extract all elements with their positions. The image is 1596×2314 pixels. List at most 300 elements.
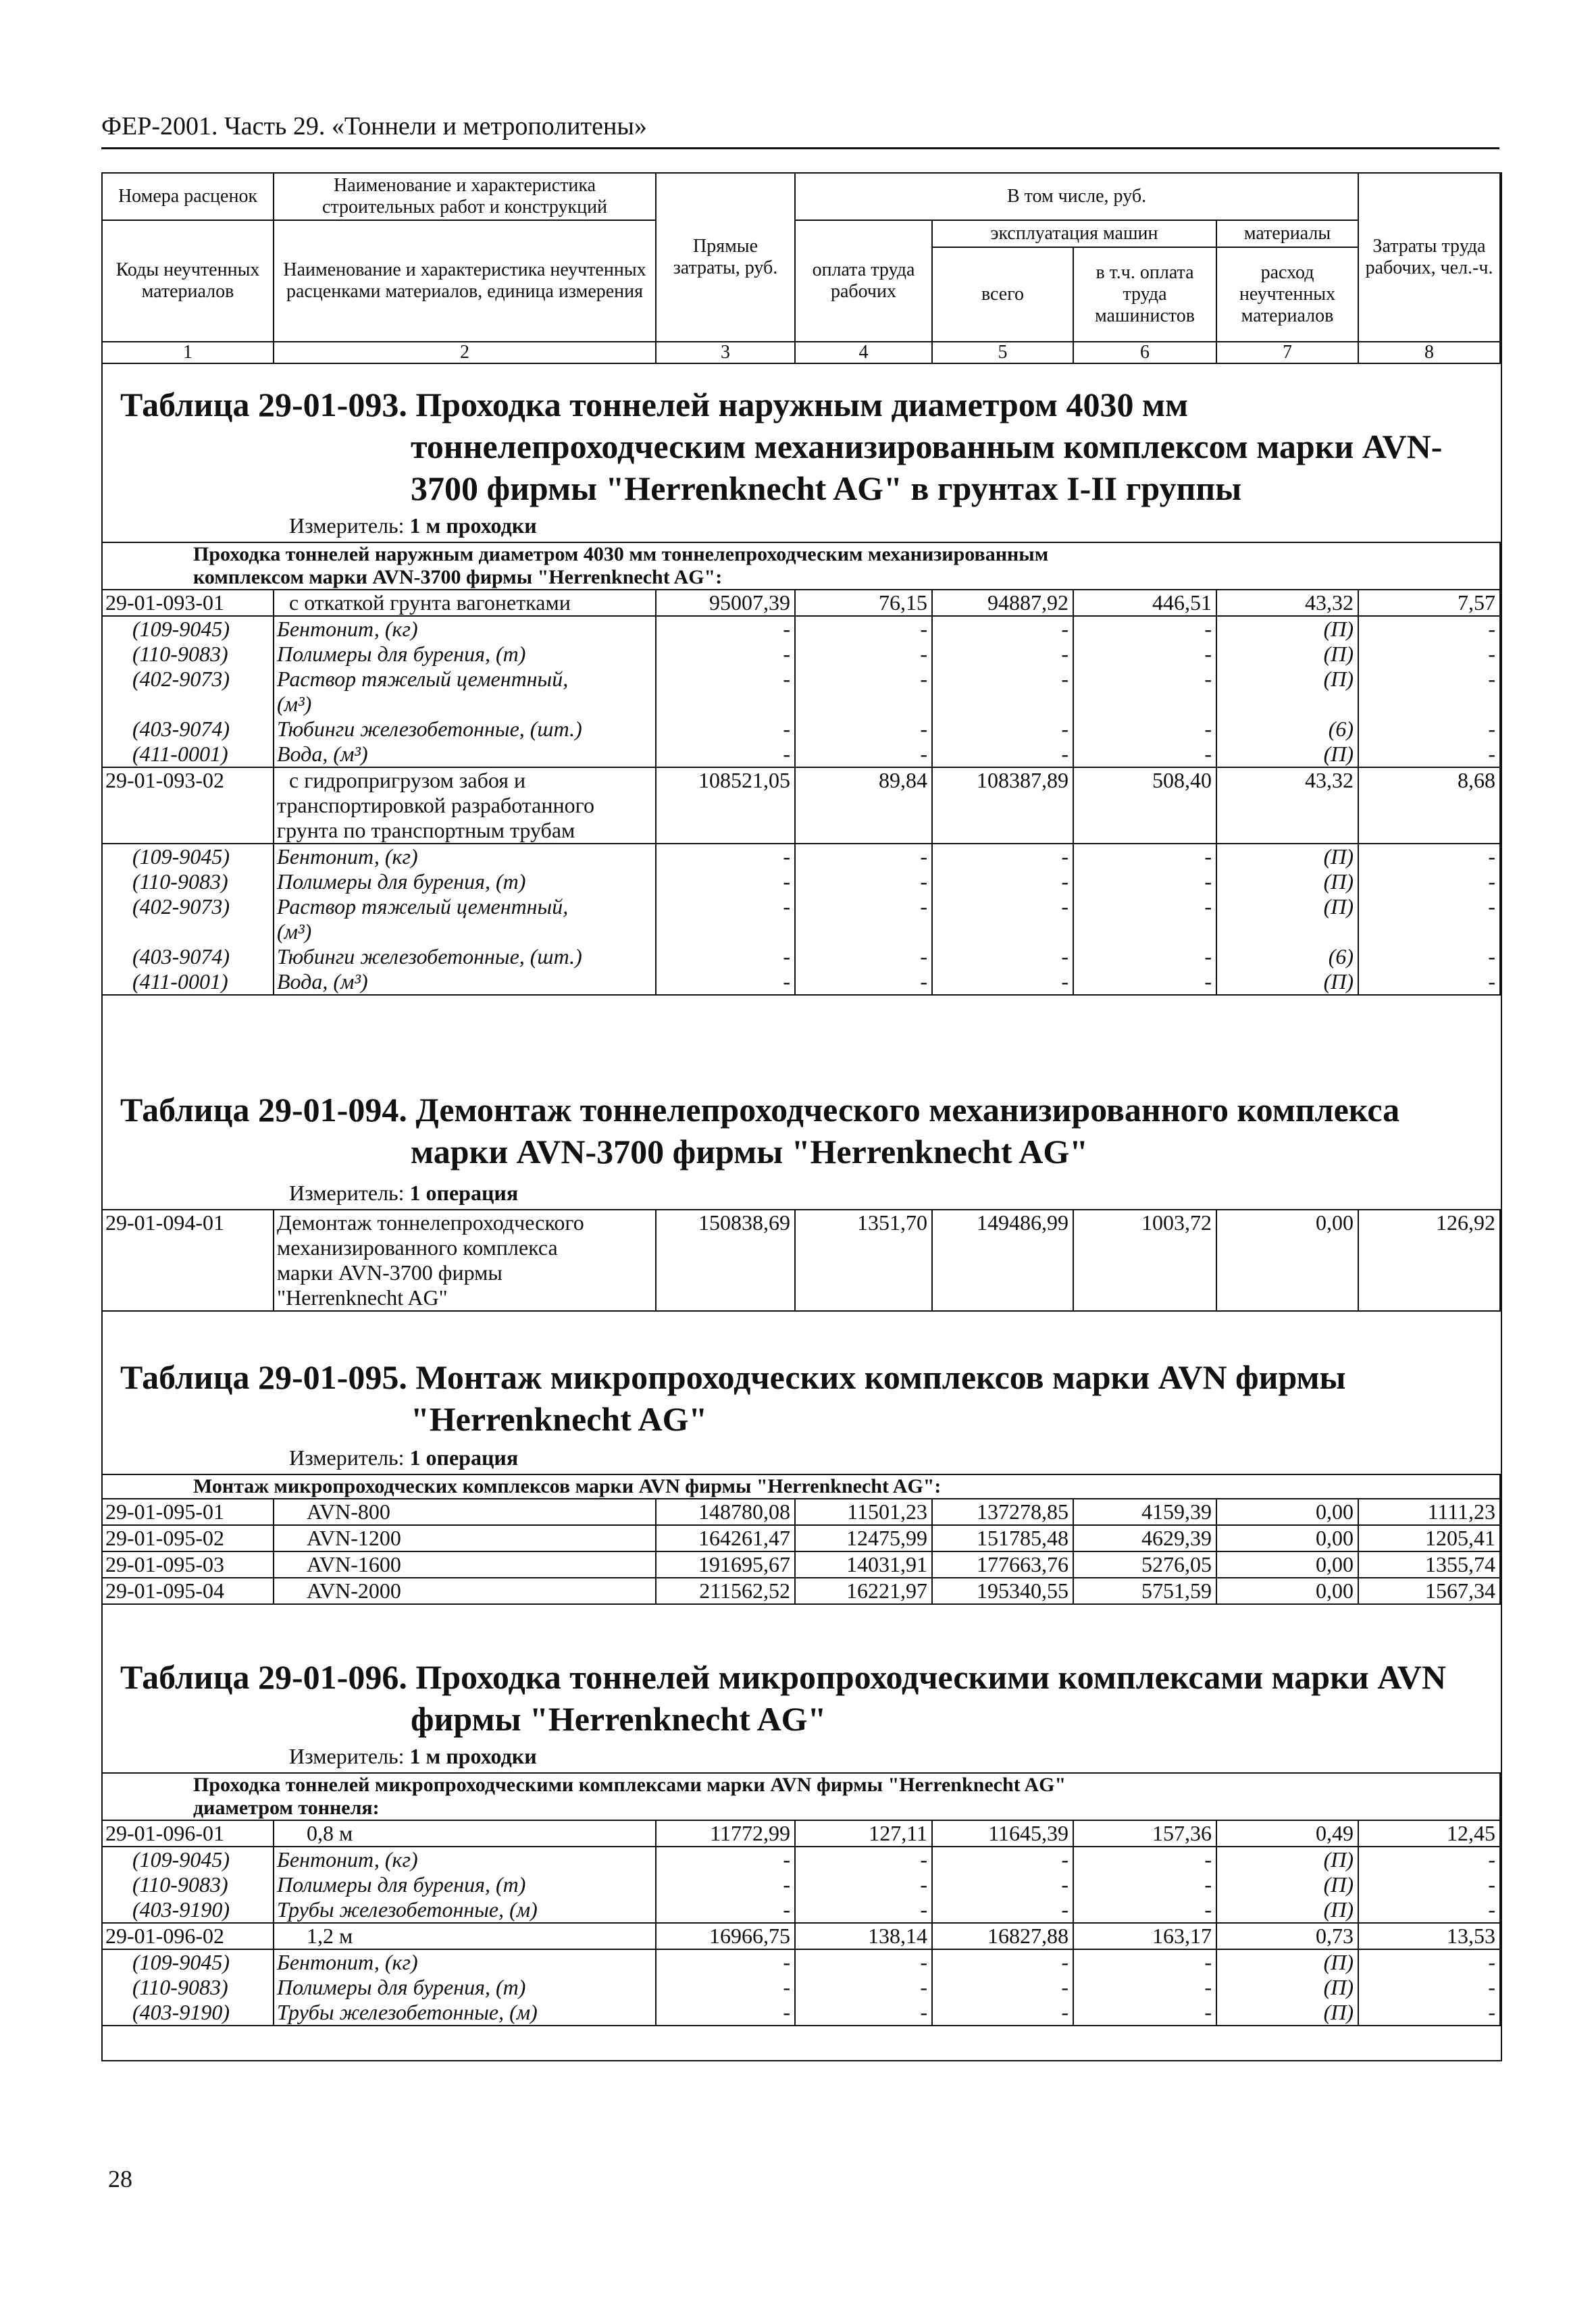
title-line: марки AVN-3700 фирмы "Herrenknecht AG" bbox=[411, 1133, 1089, 1171]
table-row bbox=[102, 767, 1500, 844]
direct-costs: 108521,05 bbox=[656, 767, 795, 844]
table-row bbox=[102, 1578, 1500, 1604]
col-num: 2 bbox=[274, 342, 656, 363]
col-num: 1 bbox=[102, 342, 274, 363]
table-095-title bbox=[120, 1356, 1346, 1440]
material-name bbox=[274, 667, 656, 717]
machines-total: 108387,89 bbox=[932, 767, 1073, 844]
material-code: (403-9074) bbox=[102, 717, 274, 742]
material-name: Трубы железобетонные, (м) bbox=[274, 1897, 656, 1923]
material-row bbox=[102, 1949, 1500, 1975]
table-095 bbox=[101, 1474, 1501, 1605]
machines-total: 177663,76 bbox=[932, 1551, 1073, 1578]
dash: - bbox=[932, 844, 1073, 869]
table-093-title bbox=[120, 384, 1442, 509]
material-qty: (П) bbox=[1216, 742, 1358, 767]
running-header: ФЕР-2001. Часть 29. «Тоннели и метрополитены» bbox=[101, 112, 647, 140]
material-qty: (П) bbox=[1216, 642, 1358, 667]
operator-wages: 1003,72 bbox=[1073, 1210, 1216, 1311]
materials: 0,00 bbox=[1216, 1551, 1358, 1578]
material-name-line: Раствор тяжелый цементный, bbox=[277, 667, 569, 691]
dash: - bbox=[795, 1847, 932, 1872]
material-row bbox=[102, 1897, 1500, 1923]
dash: - bbox=[1358, 717, 1500, 742]
dash: - bbox=[1358, 869, 1500, 894]
labor-hours: 126,92 bbox=[1358, 1210, 1500, 1311]
dash: - bbox=[1358, 667, 1500, 717]
dash: - bbox=[932, 616, 1073, 642]
rate-name bbox=[274, 590, 656, 616]
worker-wages: 89,84 bbox=[795, 767, 932, 844]
materials: 0,00 bbox=[1216, 1210, 1358, 1311]
dash: - bbox=[932, 717, 1073, 742]
material-name: Бентонит, (кг) bbox=[274, 1949, 656, 1975]
group-header-line: комплексом марки AVN-3700 фирмы "Herrenknecht AG": bbox=[193, 566, 723, 588]
dash: - bbox=[1073, 667, 1216, 717]
col-num: 8 bbox=[1358, 342, 1500, 363]
col2-top: Наименование и характеристика строительных работ и конструкций bbox=[274, 173, 656, 220]
rate-code: 29-01-095-02 bbox=[102, 1525, 274, 1551]
material-row bbox=[102, 944, 1500, 969]
col1-top: Номера расценок bbox=[102, 173, 274, 220]
rate-name-line: транспортировкой разработанного bbox=[277, 793, 594, 817]
dash: - bbox=[656, 1872, 795, 1897]
material-code: (403-9190) bbox=[102, 2000, 274, 2026]
material-row bbox=[102, 869, 1500, 894]
dash: - bbox=[1358, 1847, 1500, 1872]
operator-wages: 163,17 bbox=[1073, 1923, 1216, 1949]
material-qty: (П) bbox=[1216, 616, 1358, 642]
material-row bbox=[102, 642, 1500, 667]
material-qty: (П) bbox=[1216, 2000, 1358, 2026]
dash: - bbox=[656, 1897, 795, 1923]
dash: - bbox=[1073, 969, 1216, 995]
dash: - bbox=[656, 1975, 795, 2000]
material-qty: (П) bbox=[1216, 1847, 1358, 1872]
dash: - bbox=[795, 869, 932, 894]
material-code: (109-9045) bbox=[102, 844, 274, 869]
worker-wages: 11501,23 bbox=[795, 1499, 932, 1525]
col-num: 4 bbox=[795, 342, 932, 363]
table-094-title bbox=[120, 1089, 1399, 1173]
machines-total: 94887,92 bbox=[932, 590, 1073, 616]
dash: - bbox=[1073, 742, 1216, 767]
dash: - bbox=[656, 1949, 795, 1975]
dash: - bbox=[1073, 944, 1216, 969]
group-machines: эксплуатация машин bbox=[932, 220, 1216, 247]
rate-name-line: с гидропригрузом забоя и bbox=[289, 768, 526, 792]
material-qty: (П) bbox=[1216, 1949, 1358, 1975]
material-qty: (П) bbox=[1216, 667, 1358, 717]
rate-code: 29-01-096-01 bbox=[102, 1820, 274, 1847]
dash: - bbox=[932, 642, 1073, 667]
dash: - bbox=[795, 717, 932, 742]
rate-name-text: 0,8 м bbox=[307, 1821, 353, 1845]
dash: - bbox=[1073, 1847, 1216, 1872]
operator-wages: 5751,59 bbox=[1073, 1578, 1216, 1604]
table-096-title bbox=[120, 1656, 1446, 1740]
dash: - bbox=[795, 1872, 932, 1897]
col-num: 5 bbox=[932, 342, 1073, 363]
dash: - bbox=[932, 1949, 1073, 1975]
materials: 43,32 bbox=[1216, 590, 1358, 616]
material-name: Бентонит, (кг) bbox=[274, 616, 656, 642]
dash: - bbox=[1358, 1897, 1500, 1923]
table-row bbox=[102, 1923, 1500, 1949]
dash: - bbox=[656, 969, 795, 995]
rate-code: 29-01-095-03 bbox=[102, 1551, 274, 1578]
machines-total: 151785,48 bbox=[932, 1525, 1073, 1551]
material-row bbox=[102, 717, 1500, 742]
dash: - bbox=[656, 717, 795, 742]
rate-code: 29-01-093-02 bbox=[102, 767, 274, 844]
rate-name-line: марки AVN-3700 фирмы bbox=[277, 1260, 503, 1285]
labor-hours: 8,68 bbox=[1358, 767, 1500, 844]
rate-name bbox=[274, 1551, 656, 1578]
rate-name bbox=[274, 1499, 656, 1525]
dash: - bbox=[1073, 844, 1216, 869]
table-093 bbox=[101, 542, 1501, 996]
direct-costs: 16966,75 bbox=[656, 1923, 795, 1949]
measure-value: 1 м проходки bbox=[409, 513, 537, 538]
material-code: (403-9074) bbox=[102, 944, 274, 969]
dash: - bbox=[795, 642, 932, 667]
group-header bbox=[102, 542, 1500, 590]
table-row bbox=[102, 1499, 1500, 1525]
rate-name-line: грунта по транспортным трубам bbox=[277, 818, 575, 842]
rate-name bbox=[274, 1923, 656, 1949]
dash: - bbox=[1073, 616, 1216, 642]
material-code: (109-9045) bbox=[102, 1847, 274, 1872]
material-code: (110-9083) bbox=[102, 1975, 274, 2000]
material-name: Полимеры для бурения, (т) bbox=[274, 642, 656, 667]
material-name: Вода, (м³) bbox=[274, 969, 656, 995]
dash: - bbox=[656, 894, 795, 944]
machines-total: 11645,39 bbox=[932, 1820, 1073, 1847]
title-line: Таблица 29-01-095. Монтаж микропроходческих комплексов марки AVN фирмы bbox=[120, 1358, 1346, 1396]
material-name: Бентонит, (кг) bbox=[274, 844, 656, 869]
worker-wages: 12475,99 bbox=[795, 1525, 932, 1551]
group-header-line: Монтаж микропроходческих комплексов марки AVN фирмы "Herrenknecht AG": bbox=[193, 1475, 942, 1497]
dash: - bbox=[656, 869, 795, 894]
dash: - bbox=[795, 844, 932, 869]
measure-value: 1 операция bbox=[409, 1181, 519, 1205]
rate-name-line: механизированного комплекса bbox=[277, 1235, 558, 1260]
material-row bbox=[102, 969, 1500, 995]
group-header-line: диаметром тоннеля: bbox=[193, 1797, 380, 1819]
group-header-line: Проходка тоннелей микропроходческими комплексами марки AVN фирмы "Herrenknecht AG" bbox=[193, 1774, 1066, 1796]
operator-wages: 5276,05 bbox=[1073, 1551, 1216, 1578]
col3-direct-costs: Прямые затраты, руб. bbox=[656, 173, 795, 342]
material-row bbox=[102, 1975, 1500, 2000]
dash: - bbox=[656, 944, 795, 969]
dash: - bbox=[795, 1949, 932, 1975]
page-number: 28 bbox=[108, 2165, 132, 2192]
material-qty: (П) bbox=[1216, 1872, 1358, 1897]
title-line: "Herrenknecht AG" bbox=[411, 1400, 708, 1438]
measure-label: Измеритель: bbox=[289, 513, 405, 538]
dash: - bbox=[1358, 1872, 1500, 1897]
dash: - bbox=[795, 894, 932, 944]
rate-name bbox=[274, 1525, 656, 1551]
worker-wages: 1351,70 bbox=[795, 1210, 932, 1311]
dash: - bbox=[1358, 894, 1500, 944]
material-qty: (6) bbox=[1216, 717, 1358, 742]
dash: - bbox=[932, 944, 1073, 969]
dash: - bbox=[932, 894, 1073, 944]
dash: - bbox=[1073, 2000, 1216, 2026]
dash: - bbox=[1358, 1975, 1500, 2000]
header-rule bbox=[101, 147, 1499, 149]
dash: - bbox=[656, 742, 795, 767]
dash: - bbox=[1358, 742, 1500, 767]
material-code: (411-0001) bbox=[102, 969, 274, 995]
title-line: Таблица 29-01-096. Проходка тоннелей микропроходческими комплексами марки AVN bbox=[120, 1658, 1447, 1696]
rate-name bbox=[274, 1578, 656, 1604]
worker-wages: 76,15 bbox=[795, 590, 932, 616]
dash: - bbox=[1358, 642, 1500, 667]
direct-costs: 95007,39 bbox=[656, 590, 795, 616]
material-name: Тюбинги железобетонные, (шт.) bbox=[274, 717, 656, 742]
rate-code: 29-01-095-01 bbox=[102, 1499, 274, 1525]
operator-wages: 508,40 bbox=[1073, 767, 1216, 844]
material-name: Трубы железобетонные, (м) bbox=[274, 2000, 656, 2026]
dash: - bbox=[1073, 1872, 1216, 1897]
group-header bbox=[102, 1773, 1500, 1820]
rate-name-text: AVN-1600 bbox=[307, 1552, 401, 1576]
machines-total: 16827,88 bbox=[932, 1923, 1073, 1949]
dash: - bbox=[1358, 1949, 1500, 1975]
dash: - bbox=[656, 667, 795, 717]
col6-operators: в т.ч. оплата труда машинистов bbox=[1073, 247, 1216, 342]
dash: - bbox=[1073, 1949, 1216, 1975]
material-code: (110-9083) bbox=[102, 1872, 274, 1897]
title-line: Таблица 29-01-093. Проходка тоннелей наружным диаметром 4030 мм bbox=[120, 386, 1189, 423]
dash: - bbox=[932, 1847, 1073, 1872]
dash: - bbox=[1073, 717, 1216, 742]
machines-total: 137278,85 bbox=[932, 1499, 1073, 1525]
labor-hours: 1111,23 bbox=[1358, 1499, 1500, 1525]
material-code: (402-9073) bbox=[102, 894, 274, 944]
material-name: Вода, (м³) bbox=[274, 742, 656, 767]
material-row bbox=[102, 742, 1500, 767]
material-name-line: (м³) bbox=[277, 692, 312, 716]
material-qty: (П) bbox=[1216, 1897, 1358, 1923]
labor-hours: 12,45 bbox=[1358, 1820, 1500, 1847]
col-num: 7 bbox=[1216, 342, 1358, 363]
rate-name-line: "Herrenknecht AG" bbox=[277, 1285, 448, 1310]
rate-name bbox=[274, 767, 656, 844]
group-header bbox=[102, 1474, 1500, 1499]
machines-total: 195340,55 bbox=[932, 1578, 1073, 1604]
material-name: Полимеры для бурения, (т) bbox=[274, 869, 656, 894]
col5-total: всего bbox=[932, 247, 1073, 342]
measure-095 bbox=[289, 1445, 518, 1470]
direct-costs: 211562,52 bbox=[656, 1578, 795, 1604]
operator-wages: 157,36 bbox=[1073, 1820, 1216, 1847]
col4-wages: оплата труда рабочих bbox=[795, 220, 932, 342]
dash: - bbox=[795, 742, 932, 767]
table-row bbox=[102, 590, 1500, 616]
rate-name bbox=[274, 1210, 656, 1311]
worker-wages: 127,11 bbox=[795, 1820, 932, 1847]
worker-wages: 16221,97 bbox=[795, 1578, 932, 1604]
dash: - bbox=[795, 1975, 932, 2000]
worker-wages: 14031,91 bbox=[795, 1551, 932, 1578]
material-row bbox=[102, 894, 1500, 944]
material-qty: (П) bbox=[1216, 1975, 1358, 2000]
measure-093 bbox=[289, 513, 537, 538]
column-header bbox=[101, 172, 1501, 364]
material-name-line: Раствор тяжелый цементный, bbox=[277, 894, 569, 919]
table-096 bbox=[101, 1772, 1501, 2026]
table-row bbox=[102, 1551, 1500, 1578]
material-row bbox=[102, 844, 1500, 869]
table-row bbox=[102, 1525, 1500, 1551]
col-num: 3 bbox=[656, 342, 795, 363]
materials: 0,00 bbox=[1216, 1499, 1358, 1525]
table-row bbox=[102, 1210, 1500, 1311]
measure-094 bbox=[289, 1181, 518, 1206]
materials: 0,00 bbox=[1216, 1525, 1358, 1551]
dash: - bbox=[932, 742, 1073, 767]
direct-costs: 148780,08 bbox=[656, 1499, 795, 1525]
machines-total: 149486,99 bbox=[932, 1210, 1073, 1311]
dash: - bbox=[656, 616, 795, 642]
labor-hours: 13,53 bbox=[1358, 1923, 1500, 1949]
title-line: тоннелепроходческим механизированным комплексом марки AVN- bbox=[411, 428, 1443, 465]
material-qty: (П) bbox=[1216, 869, 1358, 894]
dash: - bbox=[932, 969, 1073, 995]
material-name-line: (м³) bbox=[277, 919, 312, 944]
material-code: (402-9073) bbox=[102, 667, 274, 717]
material-name bbox=[274, 894, 656, 944]
material-name: Бентонит, (кг) bbox=[274, 1847, 656, 1872]
col1-bottom: Коды неучтенных материалов bbox=[102, 220, 274, 342]
operator-wages: 446,51 bbox=[1073, 590, 1216, 616]
rate-code: 29-01-093-01 bbox=[102, 590, 274, 616]
direct-costs: 191695,67 bbox=[656, 1551, 795, 1578]
dash: - bbox=[1358, 616, 1500, 642]
dash: - bbox=[1358, 2000, 1500, 2026]
group-materials: материалы bbox=[1216, 220, 1358, 247]
material-row bbox=[102, 2000, 1500, 2026]
materials: 0,49 bbox=[1216, 1820, 1358, 1847]
dash: - bbox=[1073, 642, 1216, 667]
material-row bbox=[102, 616, 1500, 642]
material-qty: (П) bbox=[1216, 894, 1358, 944]
dash: - bbox=[1073, 1897, 1216, 1923]
material-name: Полимеры для бурения, (т) bbox=[274, 1975, 656, 2000]
materials: 0,00 bbox=[1216, 1578, 1358, 1604]
dash: - bbox=[1073, 869, 1216, 894]
col-num: 6 bbox=[1073, 342, 1216, 363]
material-code: (109-9045) bbox=[102, 616, 274, 642]
rate-name-text: AVN-800 bbox=[307, 1499, 390, 1524]
material-code: (403-9190) bbox=[102, 1897, 274, 1923]
rate-name-text: с откаткой грунта вагонетками bbox=[289, 590, 571, 615]
direct-costs: 150838,69 bbox=[656, 1210, 795, 1311]
operator-wages: 4629,39 bbox=[1073, 1525, 1216, 1551]
dash: - bbox=[795, 1897, 932, 1923]
materials: 0,73 bbox=[1216, 1923, 1358, 1949]
title-line: 3700 фирмы "Herrenknecht AG" в грунтах I-II группы bbox=[411, 469, 1242, 507]
material-code: (110-9083) bbox=[102, 642, 274, 667]
measure-label: Измеритель: bbox=[289, 1445, 405, 1470]
material-code: (411-0001) bbox=[102, 742, 274, 767]
dash: - bbox=[795, 969, 932, 995]
rate-code: 29-01-094-01 bbox=[102, 1210, 274, 1311]
dash: - bbox=[932, 2000, 1073, 2026]
rate-code: 29-01-095-04 bbox=[102, 1578, 274, 1604]
dash: - bbox=[1073, 894, 1216, 944]
dash: - bbox=[1358, 969, 1500, 995]
labor-hours: 1355,74 bbox=[1358, 1551, 1500, 1578]
dash: - bbox=[1358, 844, 1500, 869]
material-qty: (6) bbox=[1216, 944, 1358, 969]
labor-hours: 1567,34 bbox=[1358, 1578, 1500, 1604]
material-row bbox=[102, 1847, 1500, 1872]
dash: - bbox=[1358, 944, 1500, 969]
labor-hours: 7,57 bbox=[1358, 590, 1500, 616]
group-incl: В том числе, руб. bbox=[795, 173, 1358, 220]
dash: - bbox=[795, 616, 932, 642]
measure-value: 1 м проходки bbox=[409, 1744, 537, 1768]
direct-costs: 11772,99 bbox=[656, 1820, 795, 1847]
material-qty: (П) bbox=[1216, 844, 1358, 869]
material-code: (109-9045) bbox=[102, 1949, 274, 1975]
material-name: Тюбинги железобетонные, (шт.) bbox=[274, 944, 656, 969]
dash: - bbox=[932, 1897, 1073, 1923]
material-name: Полимеры для бурения, (т) bbox=[274, 1872, 656, 1897]
rate-name bbox=[274, 1820, 656, 1847]
measure-label: Измеритель: bbox=[289, 1744, 405, 1768]
dash: - bbox=[932, 1872, 1073, 1897]
worker-wages: 138,14 bbox=[795, 1923, 932, 1949]
col2-bottom: Наименование и характеристика неучтенных расценками материалов, единица измерения bbox=[274, 220, 656, 342]
title-line: Таблица 29-01-094. Демонтаж тоннелепроходческого механизированного комплекса bbox=[120, 1091, 1400, 1129]
rate-name-line: Демонтаж тоннелепроходческого bbox=[277, 1210, 584, 1235]
group-header-line: Проходка тоннелей наружным диаметром 4030 мм тоннелепроходческим механизированным bbox=[193, 543, 1049, 565]
materials: 43,32 bbox=[1216, 767, 1358, 844]
dash: - bbox=[795, 2000, 932, 2026]
dash: - bbox=[1073, 1975, 1216, 2000]
labor-hours: 1205,41 bbox=[1358, 1525, 1500, 1551]
rate-name-text: AVN-1200 bbox=[307, 1526, 401, 1550]
material-code: (110-9083) bbox=[102, 869, 274, 894]
title-line: фирмы "Herrenknecht AG" bbox=[411, 1700, 827, 1738]
rate-code: 29-01-096-02 bbox=[102, 1923, 274, 1949]
dash: - bbox=[656, 2000, 795, 2026]
dash: - bbox=[795, 667, 932, 717]
dash: - bbox=[656, 642, 795, 667]
table-094 bbox=[101, 1209, 1501, 1312]
direct-costs: 164261,47 bbox=[656, 1525, 795, 1551]
operator-wages: 4159,39 bbox=[1073, 1499, 1216, 1525]
measure-096 bbox=[289, 1744, 537, 1769]
dash: - bbox=[932, 869, 1073, 894]
rate-name-text: 1,2 м bbox=[307, 1924, 353, 1948]
dash: - bbox=[932, 1975, 1073, 2000]
material-qty: (П) bbox=[1216, 969, 1358, 995]
table-row bbox=[102, 1820, 1500, 1847]
material-row bbox=[102, 667, 1500, 717]
col7-materials: расход неучтенных материалов bbox=[1216, 247, 1358, 342]
dash: - bbox=[656, 844, 795, 869]
material-row bbox=[102, 1872, 1500, 1897]
measure-label: Измеритель: bbox=[289, 1181, 405, 1205]
dash: - bbox=[656, 1847, 795, 1872]
